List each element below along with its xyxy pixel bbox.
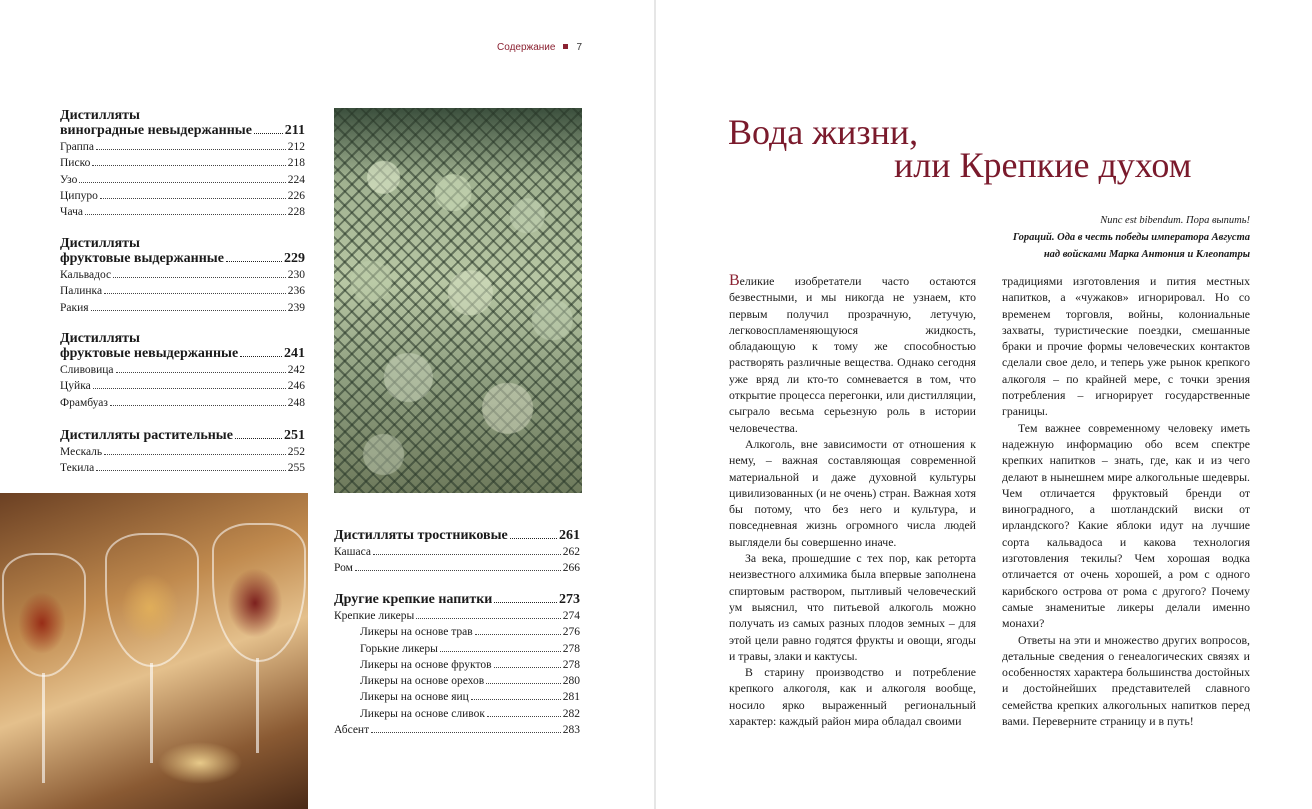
spirits-glasses-photo xyxy=(0,493,308,809)
toc-entry[interactable]: Мескаль 252 xyxy=(60,446,305,458)
toc-entry[interactable]: Текила 255 xyxy=(60,462,305,475)
toc-entry[interactable]: Чача 228 xyxy=(60,206,305,219)
drop-cap: В xyxy=(729,272,740,289)
toc-entry[interactable]: Ром 266 xyxy=(334,562,580,575)
toc-section-cane xyxy=(334,528,580,577)
toc-entry[interactable]: Граппа 212 xyxy=(60,141,305,153)
toc-section-other xyxy=(334,592,580,738)
epigraph-quote: Nunc est bibendum. Пора выпить! xyxy=(1100,215,1250,226)
toc-entry[interactable]: Цуйка 246 xyxy=(60,380,305,393)
chapter-title-line1: Вода жизни, xyxy=(728,112,919,152)
toc-entry[interactable]: Кашаса 262 xyxy=(334,546,580,558)
toc-heading-line1: Дистилляты xyxy=(60,236,140,251)
left-page xyxy=(0,0,655,809)
toc-entry[interactable]: Сливовица 242 xyxy=(60,364,305,376)
toc-entry[interactable]: Фрамбуаз 248 xyxy=(60,396,305,409)
paragraph: Алкоголь, вне зависимости от отношения к нему, – важная составляющая современной материальной и даже духовной культуры цивилизованных (и не очень) стран. Важная хотя бы потому, что без него и культура, и повседневная жизнь огромного числа людей выглядели бы совершенно иначе. xyxy=(729,436,976,549)
toc-heading[interactable]: фруктовые невыдержанные 241 xyxy=(60,346,305,361)
paragraph: За века, прошедшие с тех пор, как реторта неизвестного алхимика была впервые заполнена спиртовым раствором, пытливый человеческий ум выяснил, что питьевой алкоголь можно получать из самых разных плодов земных – для этой цели равно годятся фрукты и овощи, ягоды и травы, злаки и кактусы. xyxy=(729,551,976,663)
toc-entry[interactable]: Палинка 236 xyxy=(60,285,305,298)
toc-entry[interactable]: Писко 218 xyxy=(60,157,305,170)
glass-stem xyxy=(256,658,259,753)
toc-heading-line1: Дистилляты xyxy=(60,331,140,346)
toc-heading[interactable]: Дистилляты тростниковые 261 xyxy=(334,528,580,543)
toc-heading[interactable]: виноградные невыдержанные 211 xyxy=(60,123,305,138)
right-page xyxy=(656,0,1312,809)
toc-section-fruit-unaged xyxy=(60,331,305,411)
toc-entry[interactable]: Кальвадос 230 xyxy=(60,269,305,281)
glass-stem xyxy=(150,663,153,763)
body-column-left xyxy=(729,273,976,729)
glass-shape xyxy=(105,533,199,667)
toc-entry[interactable]: Крепкие ликеры 274 xyxy=(334,610,580,622)
paragraph: В старину производство и потребление крепкого алкоголя, как и алкоголя вообще, носило ярко выраженный региональный характер: каждый район мира обладал своими xyxy=(729,665,976,729)
page-number: 7 xyxy=(576,42,583,53)
paragraph: Великие изобретатели часто остаются безвестными, и мы никогда не узнаем, кто первым получил прозрачную, летучую, легковоспламеняющуюся жидкость, обладающую к тому же способностью растворять различные вещества. Однако сегодня уже вряд ли кто-то сомневается в том, что открытие процесса перегонки, или дистилляции, сыграло весьма серьезную роль в истории человечества. xyxy=(729,272,976,435)
toc-heading-line1: Дистилляты xyxy=(60,108,140,123)
body-column-right xyxy=(1002,273,1250,729)
toc-entry[interactable]: Ракия 239 xyxy=(60,301,305,314)
paragraph: Тем важнее современному человеку иметь надежную информацию обо всем спектре крепких напитков – знать, где, как и из чего делают в нынешнем мире алкогольные шедевры. Чем отличается фруктовый бренди от виноградного, а шотландский виски от ирландского? Какие яблоки идут на лучшие сорта кальвадоса и какова технология изготовления текилы? Чем хорошая водка отличается от очень хорошей, а ром с одного карибского острова от рома с другого? Почему самые знаменитые ликеры делали именно монахи? xyxy=(1002,420,1250,631)
running-head-section: Содержание xyxy=(497,42,556,53)
chapter-title-line2: или Крепкие духом xyxy=(894,145,1192,185)
toc-section-plant xyxy=(60,428,305,477)
epigraph-source: над войсками Марка Антония и Клеопатры xyxy=(1043,249,1250,260)
toc-subentry[interactable]: Горькие ликеры 278 xyxy=(360,642,580,655)
toc-subentry[interactable]: Ликеры на основе яиц 281 xyxy=(360,691,580,704)
toc-heading[interactable]: Другие крепкие напитки 273 xyxy=(334,592,580,607)
toc-entry[interactable]: Абсент 283 xyxy=(334,724,580,737)
toc-entry[interactable]: Ципуро 226 xyxy=(60,189,305,202)
toc-subentry[interactable]: Ликеры на основе сливок 282 xyxy=(360,707,580,720)
glass-shape xyxy=(2,553,86,677)
glass-stem xyxy=(42,673,45,783)
toc-heading[interactable]: Дистилляты растительные 251 xyxy=(60,428,305,443)
paragraph: традициями изготовления и пития местных напитков, а «чужаков» игнорировал. Но со временем торговля, войны, колониальные захваты, туристические поездки, смешанные браки и прочие формы человеческих контактов сделали свое дело, и теперь уже рынок крепкого алкоголя – по крайней мере, с точки зрения потребления – игнорирует государственные границы. xyxy=(1002,274,1250,419)
toc-section-fruit-aged xyxy=(60,236,305,316)
toc-subentry[interactable]: Ликеры на основе орехов 280 xyxy=(360,675,580,688)
toc-subentry[interactable]: Ликеры на основе фруктов 278 xyxy=(360,658,580,671)
toc-heading[interactable]: фруктовые выдержанные 229 xyxy=(60,251,305,266)
square-bullet-icon xyxy=(563,44,568,49)
toc-section-grape xyxy=(60,108,305,220)
epigraph-source: Гораций. Ода в честь победы императора Августа xyxy=(1012,232,1250,243)
paragraph: Ответы на эти и множество других вопросов, детальные сведения о генеалогических связях и особенностях характера большинства достойных и достойнейших представителей славного семейства крепких алкогольных напитков перед вами. Переверните страницу и в путь! xyxy=(1002,632,1250,729)
running-head xyxy=(497,42,582,53)
glass-shape xyxy=(212,523,306,662)
agave-hearts-photo xyxy=(334,108,582,493)
toc-entry[interactable]: Узо 224 xyxy=(60,173,305,186)
epigraph xyxy=(1013,212,1250,263)
toc-subentry[interactable]: Ликеры на основе трав 276 xyxy=(360,626,580,639)
